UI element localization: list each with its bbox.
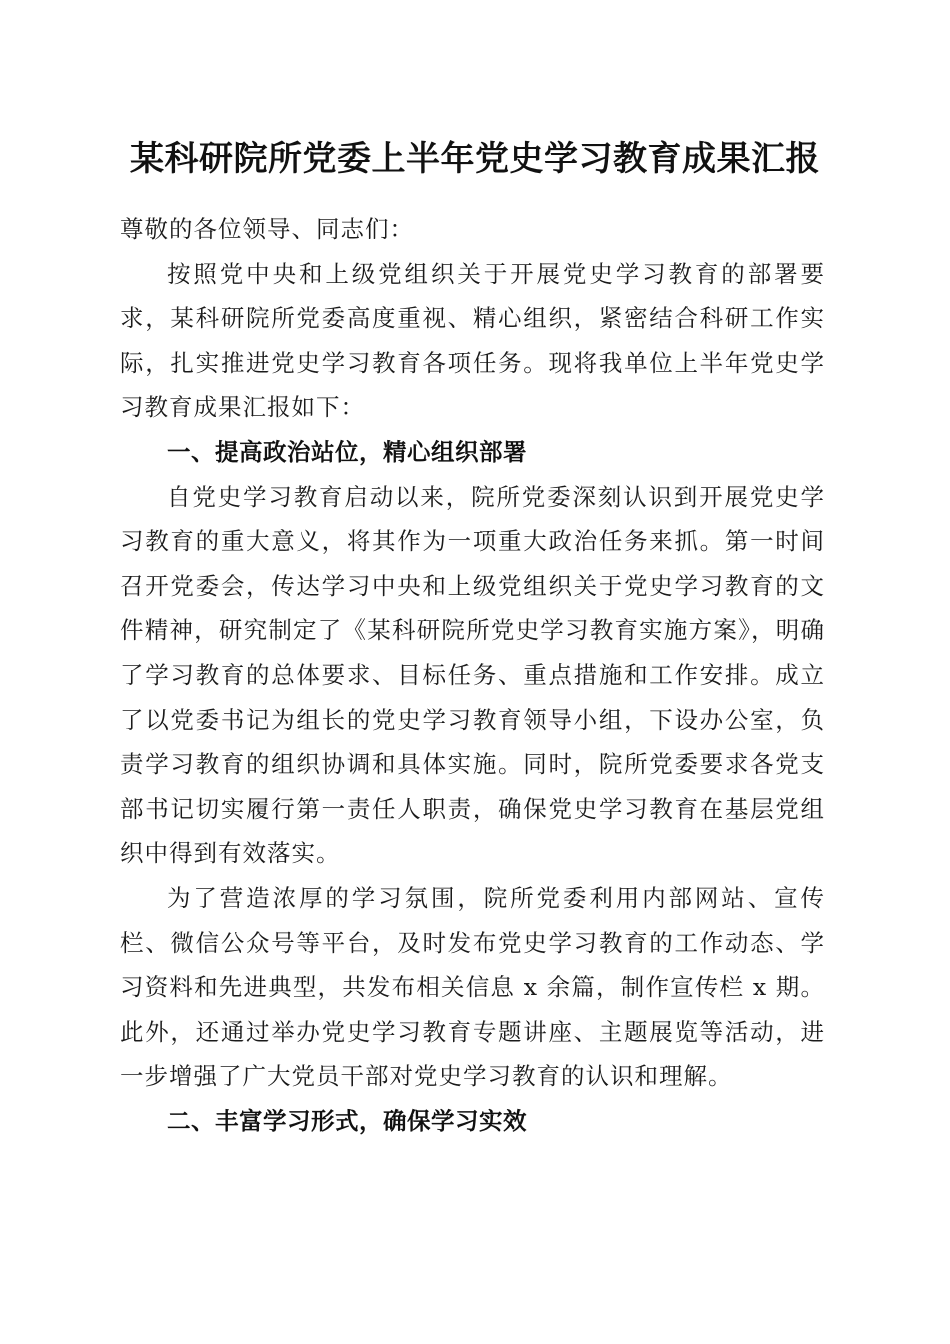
section-1-paragraph-2: 为了营造浓厚的学习氛围，院所党委利用内部网站、宣传栏、微信公众号等平台，及时发布党史学习教育的工作动态、学习资料和先进典型，共发布相关信息 x 余篇，制作宣传栏 x 期。此外，还通过举办党史学习教育专题讲座、主题展览等活动，进一步增强了广大党员干部对党史学习教育的认识和理解。 (120, 883, 825, 1091)
document-title: 某科研院所党委上半年党史学习教育成果汇报 (130, 139, 820, 179)
document-body (120, 207, 825, 1143)
intro-paragraph: 按照党中央和上级党组织关于开展党史学习教育的部署要求，某科研院所党委高度重视、精心组织，紧密结合科研工作实际，扎实推进党史学习教育各项任务。现将我单位上半年党史学习教育成果汇报如下： (120, 259, 825, 422)
section-1-paragraph-1: 自党史学习教育启动以来，院所党委深刻认识到开展党史学习教育的重大意义，将其作为一项重大政治任务来抓。第一时间召开党委会，传达学习中央和上级党组织关于党史学习教育的文件精神，研究制定了《某科研院所党史学习教育实施方案》，明确了学习教育的总体要求、目标任务、重点措施和工作安排。成立了以党委书记为组长的党史学习教育领导小组，下设办公室，负责学习教育的组织协调和具体实施。同时，院所党委要求各党支部书记切实履行第一责任人职责，确保党史学习教育在基层党组织中得到有效落实。 (120, 482, 825, 868)
section-heading-1: 一、提高政治站位，精心组织部署 (167, 437, 527, 466)
salutation: 尊敬的各位领导、同志们： (120, 215, 414, 243)
section-heading-2: 二、丰富学习形式，确保学习实效 (167, 1106, 527, 1135)
